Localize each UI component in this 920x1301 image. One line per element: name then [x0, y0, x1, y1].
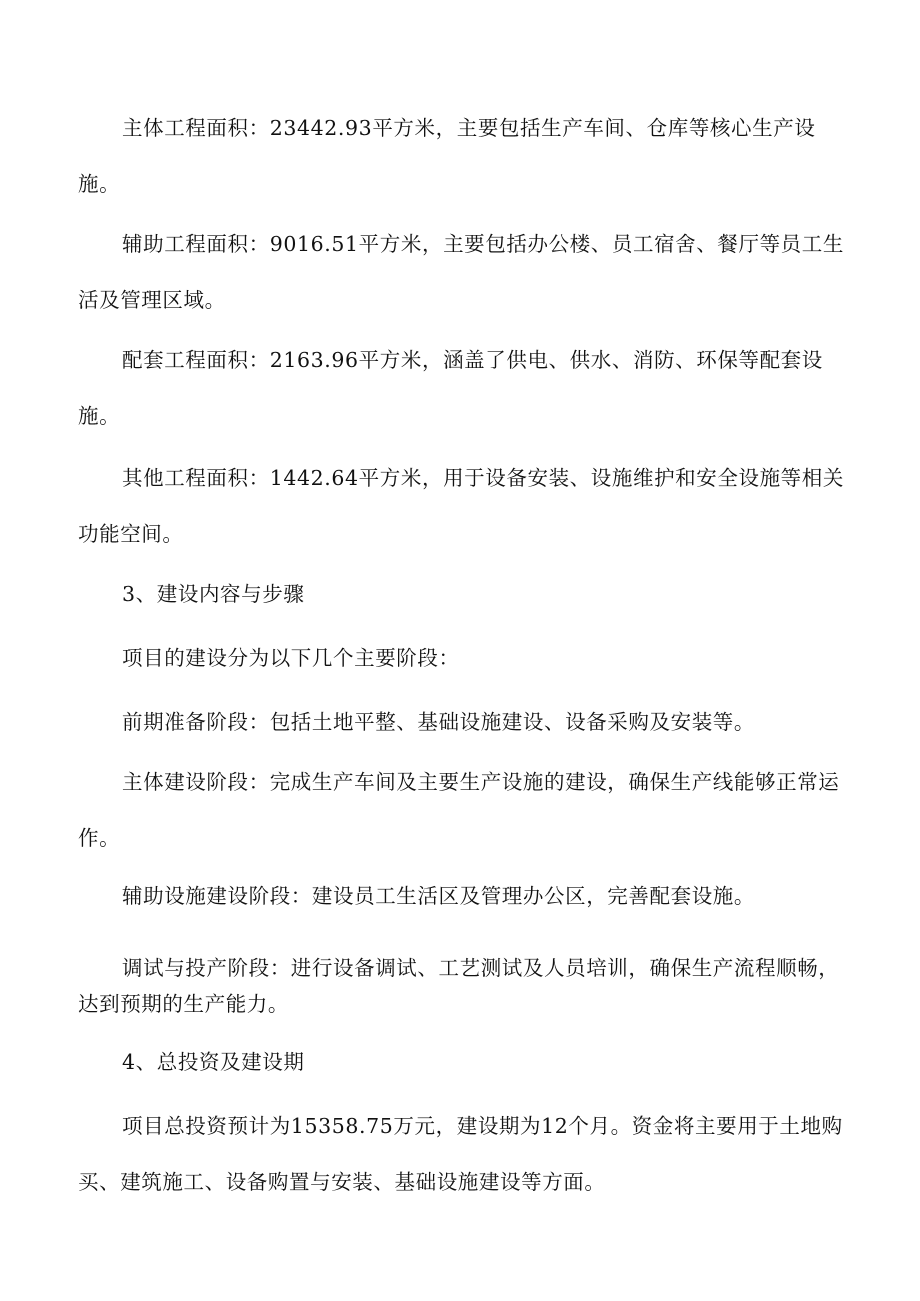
paragraph-supporting-project-area: 配套工程面积：2163.96平方米，涵盖了供电、供水、消防、环保等配套设施。 — [78, 348, 823, 428]
paragraph-other-project-area: 其他工程面积：1442.64平方米，用于设备安装、设施维护和安全设施等相关功能空间。 — [78, 466, 844, 546]
paragraph-total-investment: 项目总投资预计为15358.75万元，建设期为12个月。资金将主要用于土地购买、建筑施工、设备购置与安装、基础设施建设等方面。 — [78, 1114, 843, 1194]
section-heading-construction-content: 3、建设内容与步骤 — [122, 582, 305, 606]
paragraph-main-project-area: 主体工程面积：23442.93平方米，主要包括生产车间、仓库等核心生产设施。 — [78, 116, 816, 196]
paragraph-commissioning-stage: 调试与投产阶段：进行设备调试、工艺测试及人员培训，确保生产流程顺畅，达到预期的生产能力。 — [78, 956, 840, 1016]
paragraph-main-construction-stage: 主体建设阶段：完成生产车间及主要生产设施的建设，确保生产线能够正常运作。 — [78, 770, 840, 850]
paragraph-auxiliary-project-area: 辅助工程面积：9016.51平方米，主要包括办公楼、员工宿舍、餐厅等员工生活及管理区域。 — [78, 232, 844, 312]
paragraph-preparation-stage: 前期准备阶段：包括土地平整、基础设施建设、设备采购及安装等。 — [122, 710, 755, 734]
section-heading-investment-period: 4、总投资及建设期 — [122, 1050, 305, 1074]
paragraph-stages-intro: 项目的建设分为以下几个主要阶段： — [122, 646, 460, 670]
paragraph-auxiliary-facilities-stage: 辅助设施建设阶段：建设员工生活区及管理办公区，完善配套设施。 — [122, 884, 755, 908]
